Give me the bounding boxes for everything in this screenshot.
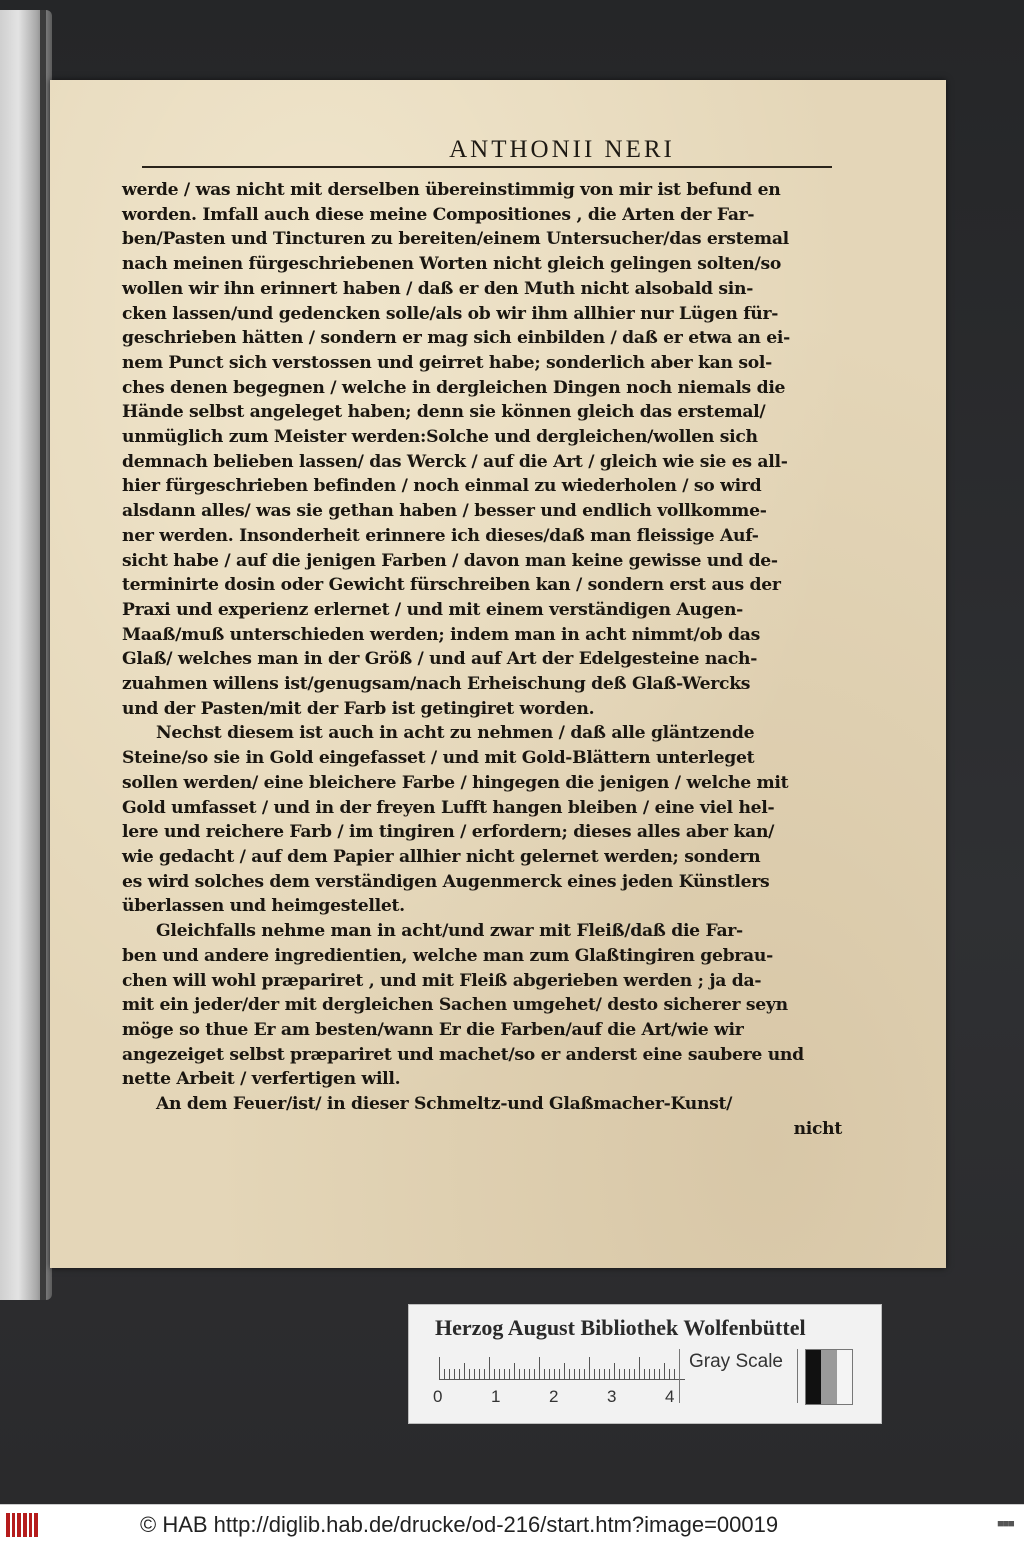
text-line: demnach belieben lassen/ das Werck / auf die Art / gleich wie sie es all- [122,451,788,472]
ruler-tick [559,1369,560,1379]
facing-page-edge [0,10,52,1300]
text-lines [122,178,882,1117]
ruler-tick [544,1369,545,1379]
footer-bar [0,1504,1024,1545]
ruler-tick [529,1369,530,1379]
text-line: An dem Feuer/ist/ in dieser Schmeltz-und Glaßmacher-Kunst/ [156,1094,733,1115]
footer-permalink[interactable]: © HAB http://diglib.hab.de/drucke/od-216/start.htm?image=00019 [140,1512,779,1537]
ruler-tick [619,1369,620,1379]
ruler-tick [449,1369,450,1379]
text-line: es wird solches dem verständigen Augenmerck eines jeden Künstlers [122,871,770,892]
ruler-number: 0 [433,1387,443,1406]
book-page [50,80,946,1268]
text-line: ches denen begegnen / welche in dergleichen Dingen noch niemals die [122,377,786,398]
ruler-tick [659,1369,660,1379]
text-line: Hände selbst angeleget haben; denn sie können gleich das erstemal/ [122,402,766,423]
text-line: chen will wohl præpariret , und mit Fleiß abgerieben werden ; ja da- [122,970,762,991]
gray-scale-bracket-left [679,1349,680,1403]
ruler-tick [459,1369,460,1379]
ruler-tick [509,1369,510,1379]
text-line: möge so thue Er am besten/wann Er die Farben/auf die Art/wie wir [122,1019,744,1040]
text-line: wollen wir ihn erinnert haben / daß er den Muth nicht alsobald sin- [122,278,754,299]
ruler-tick [579,1369,580,1379]
ruler-tick [524,1369,525,1379]
text-line: werde / was nicht mit derselben übereinstimmig von mir ist befund en [122,180,781,200]
text-line: angezeiget selbst præpariret und machet/so er anderst eine saubere und [122,1044,804,1065]
ruler-tick [629,1369,630,1379]
ruler-tick [569,1369,570,1379]
text-line: geschrieben hätten / sondern er mag sich einbilden / daß er etwa an ei- [122,328,790,349]
text-line: nette Arbeit / verfertigen will. [122,1069,401,1090]
text-line: nach meinen fürgeschriebenen Worten nicht gleich gelingen solten/so [122,254,781,275]
gray-scale-label: Gray Scale [689,1351,783,1372]
text-line: Maaß/muß unterschieden werden; indem man in acht nimmt/ob das [122,624,760,645]
ruler-tick [494,1369,495,1379]
gray-swatch [806,1350,821,1404]
text-line: Glaß/ welches man in der Größ / und auf Art der Edelgesteine nach- [122,649,758,670]
ruler-number: 4 [665,1387,675,1406]
ruler-number: 3 [607,1387,617,1406]
gray-swatch [837,1350,852,1404]
ruler-tick [654,1369,655,1379]
text-line: mit ein jeder/der mit dergleichen Sachen umgehet/ desto sicherer seyn [122,995,788,1016]
ruler-tick [539,1357,540,1379]
text-line: unmüglich zum Meister werden:Solche und dergleichen/wollen sich [122,427,758,448]
ruler-tick [574,1369,575,1379]
text-line: sollen werden/ eine bleichere Farbe / hingegen die jenigen / welche mit [122,772,789,793]
ruler-tick [519,1369,520,1379]
gray-swatch [821,1350,836,1404]
text-line: Nechst diesem ist auch in acht zu nehmen / daß alle gläntzende [156,723,755,744]
measurement-ruler [439,1353,685,1380]
text-line: Gold umfasset / und in der freyen Lufft hangen bleiben / eine viel hel- [122,797,775,818]
ruler-tick [599,1369,600,1379]
head-rule [142,166,832,168]
text-line: nem Punct sich verstossen und geirret habe; sonderlich aber kan sol- [122,352,772,373]
ruler-tick [639,1357,640,1379]
text-line: ben/Pasten und Tincturen zu bereiten/einem Untersucher/das erstemal [122,229,789,250]
gray-scale-bracket-right [797,1349,798,1403]
ruler-tick [514,1363,515,1379]
ruler-tick [489,1357,490,1379]
text-line: Praxi und experienz erlernet / und mit einem verständigen Augen- [122,599,744,620]
text-line: sicht habe / auf die jenigen Farben / davon man keine gewisse und de- [122,550,778,571]
text-line: alsdann alles/ was sie gethan haben / besser und endlich vollkomme- [122,501,767,522]
ruler-tick [484,1369,485,1379]
text-line: zuahmen willens ist/genugsam/nach Erheischung deß Glaß-Wercks [122,674,751,695]
ruler-tick [504,1369,505,1379]
catchword: nicht [793,1118,842,1139]
ruler-number: 2 [549,1387,559,1406]
text-line: cken lassen/und gedencken solle/als ob wir ihm allhier nur Lügen für- [122,303,779,324]
ruler-tick [594,1369,595,1379]
text-line: ben und andere ingredientien, welche man zum Glaßtingiren gebrau- [122,945,773,966]
ruler-tick [499,1369,500,1379]
gray-scale-swatches [805,1349,853,1405]
ruler-tick [609,1369,610,1379]
text-line: Steine/so sie in Gold eingefasset / und mit Gold-Blättern unterleget [122,748,755,769]
ruler-tick [614,1363,615,1379]
ruler-tick [454,1369,455,1379]
ruler-tick [444,1369,445,1379]
running-head: ANTHONII NERI [449,136,675,163]
ruler-tick [564,1363,565,1379]
ruler-tick [439,1357,440,1379]
ruler-tick [534,1369,535,1379]
ruler-tick [624,1369,625,1379]
ruler-tick [634,1369,635,1379]
ruler-tick [474,1369,475,1379]
text-line: wie gedacht / auf dem Papier allhier nicht gelernet werden; sondern [122,846,761,867]
ruler-tick [604,1369,605,1379]
ruler-tick [649,1369,650,1379]
text-line: worden. Imfall auch diese meine Compositiones , die Arten der Far- [122,204,755,225]
ruler-tick [469,1369,470,1379]
text-line: überlassen und heimgestellet. [122,896,405,917]
color-calibration-card [408,1304,882,1424]
ruler-tick [664,1363,665,1379]
text-line: hier fürgeschrieben befinden / noch einmal zu wiederholen / so wird [122,476,762,497]
text-line: ner werden. Insonderheit erinnere ich dieses/daß man fleissige Auf- [122,525,759,546]
text-line: und der Pasten/mit der Farb ist getingiret worden. [122,698,595,719]
ruler-tick [669,1369,670,1379]
binding-shadow [40,10,46,1300]
ruler-tick [644,1369,645,1379]
ruler-tick [549,1369,550,1379]
ruler-tick [584,1369,585,1379]
card-title: Herzog August Bibliothek Wolfenbüttel [435,1315,806,1340]
ruler-tick [464,1363,465,1379]
ruler-tick [589,1357,590,1379]
hab-logo-icon[interactable] [6,1513,38,1537]
ruler-tick [554,1369,555,1379]
ruler-tick [674,1369,675,1379]
page-text-block [122,136,882,1141]
ruler-number: 1 [491,1387,501,1406]
text-line: Gleichfalls nehme man in acht/und zwar mit Fleiß/daß die Far- [156,921,743,942]
ruler-tick [479,1369,480,1379]
footer-mark: ■■■ [997,1519,1014,1529]
text-line: terminirte dosin oder Gewicht fürschreiben kan / sondern erst aus der [122,575,781,596]
text-line: lere und reichere Farb / im tingiren / erfordern; dieses alles aber kan/ [122,822,775,843]
